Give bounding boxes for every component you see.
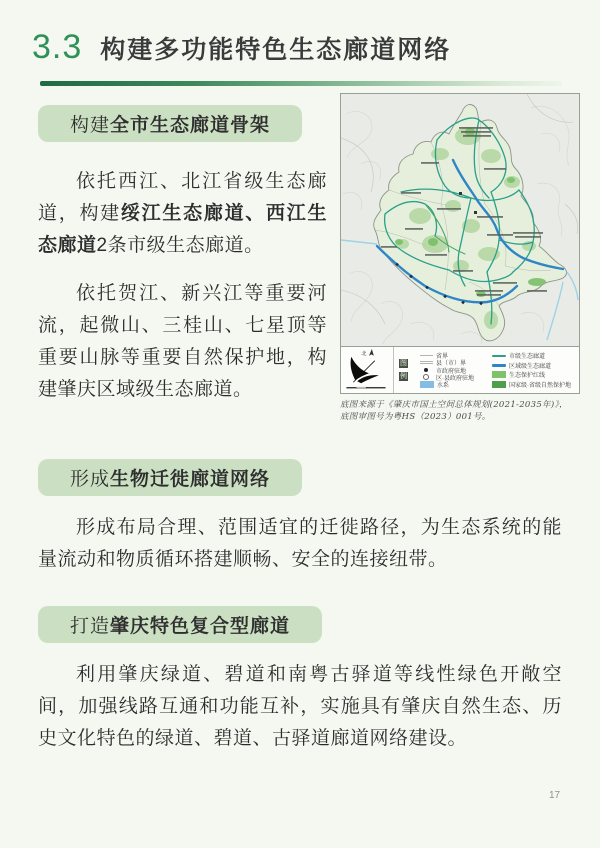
corridor-map-svg [341, 94, 579, 346]
regional-corridor-swatch [492, 364, 506, 367]
section-3-badge [38, 606, 322, 643]
compass-arrow-icon [369, 349, 374, 356]
water-system-swatch [420, 381, 434, 388]
badge-prefix: 打造 [70, 616, 111, 637]
section-1-paragraph-2: 依托贺江、新兴江等重要河流，起微山、三桂山、七星顶等重要山脉等重要自然保护地，构建肇庆区域级生态廊道。 [38, 283, 327, 400]
city-corridor-swatch [492, 355, 506, 357]
section-3 [38, 606, 562, 755]
page-number: 17 [549, 790, 561, 801]
badge-prefix: 形成 [70, 469, 111, 490]
corridor-map-figure [340, 93, 580, 423]
legend-columns [414, 347, 579, 393]
section-3-paragraph-1: 利用肇庆绿道、碧道和南粤古驿道等线性绿色开敞空间，加强线路互通和功能互补，实施具有肇庆自然生态、历史文化特色的绿道、碧道、古驿道廊道网络建设。 [38, 664, 562, 749]
page-header [0, 0, 600, 67]
legend-item: 市政府驻地 [420, 367, 488, 374]
nature-reserve-swatch [492, 381, 506, 388]
legend-item: 国家级·省级自然保护地 [492, 381, 575, 388]
legend-title-char: 图 [400, 360, 407, 367]
legend-column-right [490, 351, 577, 389]
badge-bold-text: 全市生态廊道骨架 [110, 115, 271, 136]
section-1-text-column [38, 93, 327, 423]
legend-item: 生态保护红线 [492, 371, 575, 378]
legend-item: 市级生态廊道 [492, 352, 575, 359]
bird-logo-icon [351, 357, 379, 383]
section-2-badge [38, 459, 302, 496]
province-boundary-swatch [420, 355, 433, 356]
legend-column-left [418, 351, 490, 389]
badge-bold-text: 生物迁徙廊道网络 [110, 469, 271, 490]
section-1-row [38, 93, 571, 423]
corridor-map [340, 93, 580, 347]
section-2 [38, 459, 562, 576]
legend-title-char: 例 [400, 373, 407, 380]
map-legend [340, 347, 580, 394]
city-seat-swatch [424, 368, 428, 372]
legend-item: 县（市）界 [420, 359, 488, 366]
compass-north-label: 北 [361, 350, 367, 357]
page-title: 构建多功能特色生态廊道网络 [100, 36, 452, 64]
section-2-paragraph-1: 形成布局合理、范围适宜的迁徙路径，为生态系统的能量流动和物质循环搭建顺畅、安全的连接纽带。 [38, 517, 562, 570]
legend-item: 水系 [420, 381, 488, 388]
section-number: 3.3 [32, 28, 83, 66]
section-1-paragraph-1: 依托西江、北江省级生态廊道，构建绥江生态廊道、西江生态廊道2条市级生态廊道。 [38, 171, 327, 256]
legend-item: 区域级生态廊道 [492, 362, 575, 369]
county-boundary-swatch [420, 361, 433, 364]
compass-and-bird-logo [341, 347, 391, 392]
legend-item: 省界 [420, 352, 488, 359]
scale-bar [346, 387, 385, 388]
eco-redline-swatch [492, 371, 506, 378]
section-1-badge [38, 105, 302, 142]
caption-line-1: 底图来源于《肇庆市国土空间总体规划(2021-2035年)》， [340, 400, 568, 410]
badge-prefix: 构建 [70, 115, 111, 136]
district-seat-swatch [423, 374, 429, 380]
gradient-divider [40, 81, 562, 86]
map-source-caption [340, 399, 580, 423]
legend-title [394, 347, 414, 393]
badge-bold-text: 肇庆特色复合型廊道 [110, 616, 291, 637]
page-content [0, 93, 600, 755]
map-logo-cell [341, 347, 394, 393]
legend-item: 区·县政府驻地 [420, 374, 488, 381]
caption-line-2: 底图审图号为粤HS（2023）001号。 [340, 412, 491, 422]
